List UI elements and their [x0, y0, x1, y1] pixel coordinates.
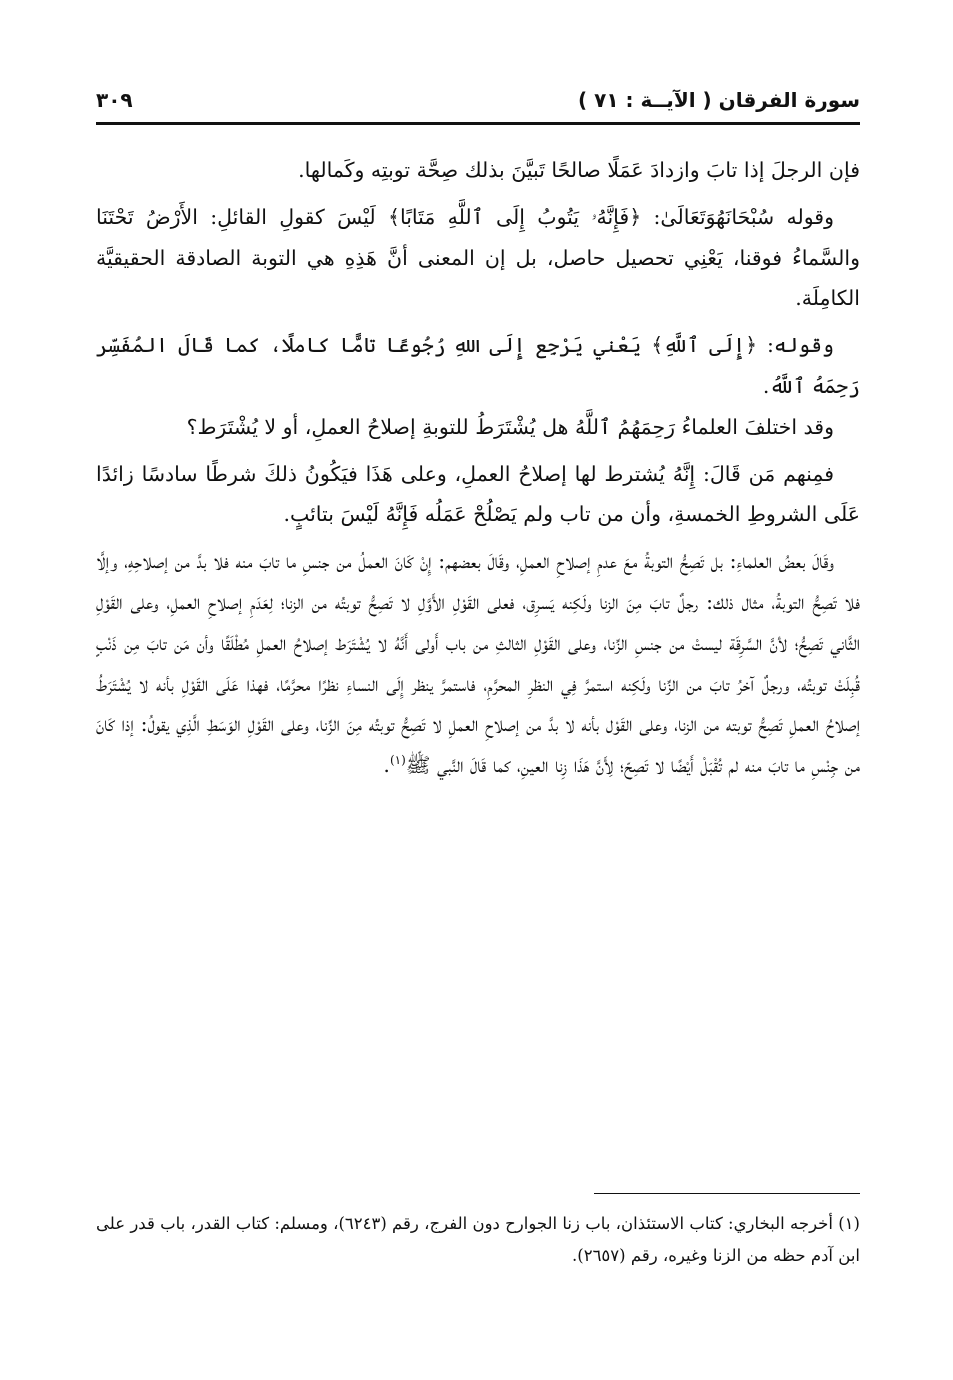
header-divider — [96, 122, 860, 125]
running-header — [96, 86, 860, 122]
paragraph-end: . — [383, 753, 390, 778]
footnote-marker: (١) — [389, 753, 406, 768]
paragraph: وقد اختلفَ العلماءُ رَحِمَهُمُ ٱللَّهُ هل يُشْتَرَطُ للتوبةِ إصلاحُ العملِ، أو لا يُشْتَرَط؟ — [186, 414, 834, 439]
paragraph-text: وقَالَ بعضُ العلماءِ: بل تَصِحُّ التوبةُ معَ عدمِ إصلاحِ العملِ، وقَالَ بعضهم: إِنْ كَانَ العملُ من جنسِ ما تابَ منه فلا بدَّ من إصلاحِهِ، وإلَّا فلا تَصِحُّ التوبةُ، مثال ذلك: رجلٌ تابَ مِنَ الزنا ولَكِنه يَسرِق، فعلى القَوْلِ الأَوَّلِ لا تَصِحُّ توبتُه من الزنا؛ لِعَدَمِ إصلاحِ العملِ، وعلى القَوْلِ الثَّاني تَصِحُّ؛ لأنَّ السَّرِقَة ليستْ من جنسِ الزِّنا، وعلى القَوْلِ الثالثِ من باب أَولى أَنَّهُ لا يُشْتَرَط إصلاحُ العملِ مُطْلَقًا وأن مَن تابَ مِن ذَنْبٍ قُبِلَتْ توبتُه، ورجلٌ آخرُ تابَ من الزِّنا ولَكِنه استمرَّ فِي النظرِ المحرَّمِ، فاستمرَّ ينظر إِلَى النساءِ نظرًا محرَّمًا، فهذا عَلَى القَوْلِ بأنه لا يُشْتَرَطُ إصلاحُ العملِ تَصِحُّ توبته من الزنا، وعلى القَوْل بأنه لا بدَّ من إصلاحِ العملِ لا تَصِحُّ توبتُه مِنَ الزِّنا، وعلى القَوْلِ الوَسَطِ الَّذِي يقولُ: إذا كَانَ من جِنْسِ ما تابَ منه لم تُقْبَلْ أَيْضًا لا تَصِحّ؛ لِأَنَّ هَذَا زِنا العينِ، كما قَالَ النَّبي ﷺ — [96, 549, 860, 778]
header-title: سورة الفرقان ( الآيــة : ٧١ ) — [578, 88, 860, 112]
footnotes — [96, 1208, 860, 1272]
paragraph-with-footnote — [96, 541, 860, 786]
paragraph: وقوله سُبْحَانَهُوَتَعَالَىٰ: ﴿فَإِنَّهُۥ يَتُوبُ إِلَى ٱللَّهِ مَتَابًا﴾ لَيْسَ كقولِ القائلِ: الأَرْضُ تَحْتَنَا والسَّماءُ فوقنا، يَعْنِي تحصيل حاصل، بل إن المعنى أنَّ هَذِهِ هي التوبة الصادقة الحقيقيَّة الكامِلَة. — [96, 204, 860, 311]
page-number: ٣٠٩ — [96, 88, 133, 112]
paragraph: وقوله: ﴿إِلَى ٱللَّهِ﴾ يَعْني يَرْجِع إِلَى اللهِ رُجُوعًا تامًّا كاملًا، كما قَالَ المُفَسِّر رَحِمَهُ ٱللَّهُ. — [96, 333, 860, 398]
paragraph: فإن الرجلَ إذا تابَ وازدادَ عَمَلًا صالحًا تَبيَّنَ بذلك صِحَّة توبتِه وكَمالها. — [298, 158, 860, 182]
paragraph: فمِنهم مَن قَالَ: إِنَّهُ يُشترط لها إصلاحُ العملِ، وعلى هَذَا فيَكُونُ ذلكَ شرطًا سادسًا زائدًا عَلَى الشروطِ الخمسةِ، وأن من تاب ولم يَصْلُحْ عَمَلُه فَإِنَّهُ لَيْسَ بتائبٍ. — [96, 461, 860, 527]
main-text — [96, 150, 860, 786]
footnote: (١) أخرجه البخاري: كتاب الاستئذان، باب زنا الجوارح دون الفرج، رقم (٦٢٤٣)، ومسلم: كتاب القدر، باب قدر على ابن آدم حظه من الزنا وغيره، رقم (٢٦٥٧). — [96, 1214, 860, 1265]
footnote-divider — [594, 1193, 860, 1194]
